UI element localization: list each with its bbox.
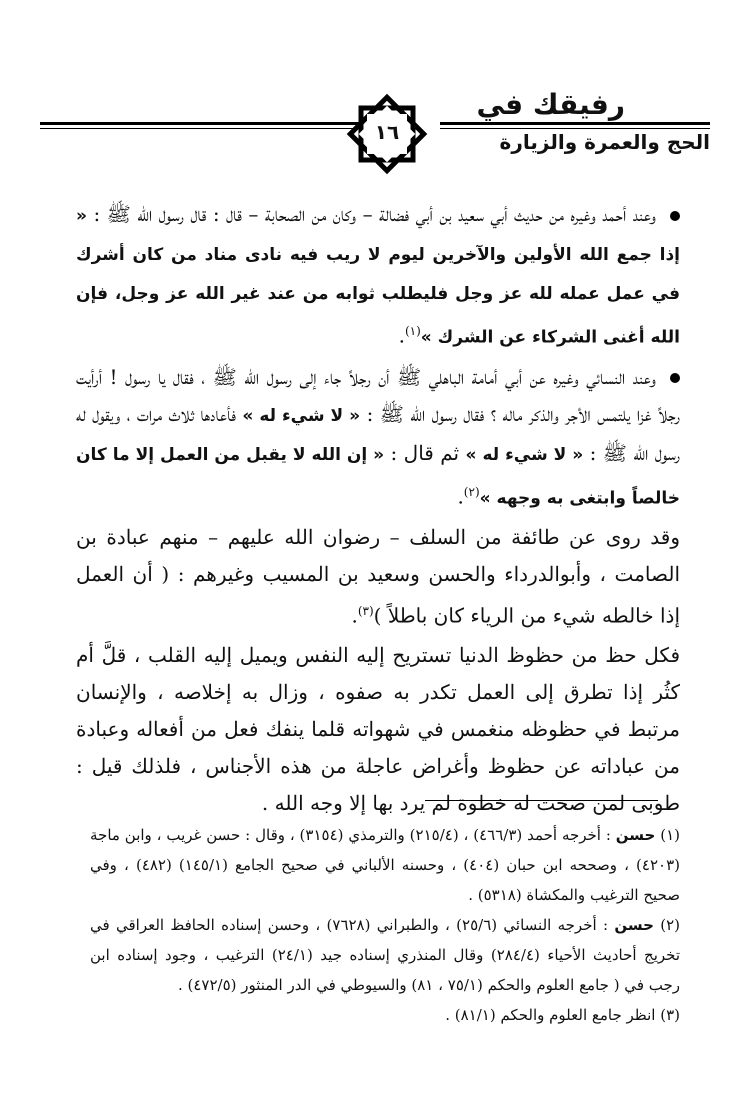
footnote-2-text: : أخرجه النسائي (٢٥/٦) ، والطبراني (٧٦٢٨) ، وحسن إسناده الحافظ العراقي في تخريج أحاديث الأحياء (٢٨٤/٤) وقال المنذري إسناده جيد (٢٤/١) الترغيب ، وجود إسناده ابن رجب في ( جامع العلوم والحكم (٧٥/١ ، ٨١) والسيوطي في الدر المنثور (٤٧٢/٥) . [90, 916, 681, 994]
paragraph-1-hadith: « إذا جمع الله الأولين والآخرين ليوم لا ريب فيه نادى مناد من كان أشرك في عمل عمله لله عز وجل فليطلب ثوابه من عند غير الله عز وجل، فإن الله أغنى الشركاء عن الشرك » [76, 206, 680, 348]
footnote-3-number: (٣) [660, 1006, 680, 1024]
footnote-1-grade: حسن [615, 826, 656, 844]
paragraph-3 [76, 519, 680, 635]
footnote-2-number: (٢) [660, 916, 680, 934]
footnote-1 [90, 820, 680, 910]
header-rule-left [40, 122, 392, 125]
paragraph-2-tail: . [457, 484, 464, 509]
paragraph-2-hadith-1: « لا شيء له » [242, 405, 361, 426]
book-title-top: رفيقك في [476, 88, 625, 121]
page-header [40, 70, 710, 170]
book-title-bottom: الحج والعمرة والزيارة [499, 130, 710, 154]
footnote-3-text: انظر جامع العلوم والحكم (٨١/١) . [445, 1006, 661, 1024]
paragraph-2-intro: وعند النسائي وغيره عن أبي أمامة الباهلي ﷺ أن رجلاً جاء إلى رسول الله ﷺ ، فقال يا رسول ! أرأيت رجلاً غزا يلتمس الأجر والذكر ماله ؟ فقال رسول الله ﷺ : [76, 364, 681, 426]
page-number: ١٦ [374, 120, 400, 144]
paragraph-3-text: وقد روى عن طائفة من السلف – رضوان الله عليهم – منهم عبادة بن الصامت ، وأبوالدرداء والحسن وسعيد بن المسيب وغيرهم : ( أن العمل إذا خالطه شيء من الرياء كان باطلاً ) [76, 525, 680, 628]
paragraph-4 [76, 637, 680, 822]
footnote-ref-1: (١) [404, 324, 421, 338]
paragraph-2-hadith-2: « لا شيء له » [465, 444, 584, 465]
footnote-divider [425, 800, 658, 801]
footnote-2-grade: حسن [614, 916, 654, 934]
footnote-1-number: (١) [660, 826, 680, 844]
paragraph-2-mid: فأعادها ثلاث مرات ، ويقول له رسول الله ﷺ : [76, 401, 680, 465]
main-text [76, 196, 680, 824]
header-rule-right-thin [440, 128, 710, 129]
paragraph-1-intro: وعند أحمد وغيره من حديث أبي سعيد بن أبي فضالة – وكان من الصحابة – قال : قال رسول الله ﷺ : [86, 202, 656, 226]
header-rule-right [440, 122, 710, 125]
paragraph-3-tail: . [351, 603, 358, 628]
footnote-2 [90, 910, 680, 1000]
paragraph-4-text: فكل حظ من حظوظ الدنيا تستريح إليه النفس ويميل إليه القلب ، قلَّ أم كثُر إذا تطرق إلى العمل تكدر به صفوه ، وزال به إخلاصه ، والإنسان مرتبط في حظوظه منغمس في شهواته قلما ينفك فعل من أفعاله وعبادة من عباداته عن حظوظ وأغراض عاجلة من هذه الأجناس ، فلذلك قيل : طوبى لمن صحت له خطوة لم يرد بها إلا وجه الله . [76, 642, 680, 815]
paragraph-2-hadith-3: « إن الله لا يقبل من العمل إلا ما كان خالصاً وابتغى به وجهه » [76, 444, 680, 509]
bullet-icon [670, 373, 680, 383]
paragraph-2-mid-2: ثم قال : [384, 440, 466, 465]
bullet-icon [670, 211, 680, 221]
paragraph-2 [76, 359, 680, 518]
paragraph-1 [76, 196, 680, 357]
page-number-star [345, 92, 429, 176]
footnotes [90, 820, 680, 1030]
footnote-1-text: : أخرجه أحمد (٤٦٦/٣) ، (٢١٥/٤) والترمذي (٣١٥٤) ، وقال : حسن غريب ، وابن ماجة (٤٢٠٣) ، وصححه ابن حبان (٤٠٤) ، وحسنه الألباني في صحيح الجامع (١٤٥/١) (٤٨٢) ، وفي صحيح الترغيب والمكشاة (٥٣١٨) . [90, 826, 680, 904]
paragraph-1-tail: . [398, 323, 405, 348]
footnote-ref-3: (٣) [357, 604, 374, 619]
footnote-ref-2: (٢) [463, 484, 480, 499]
header-rule-left-thin [40, 128, 392, 129]
footnote-3 [90, 1000, 680, 1030]
